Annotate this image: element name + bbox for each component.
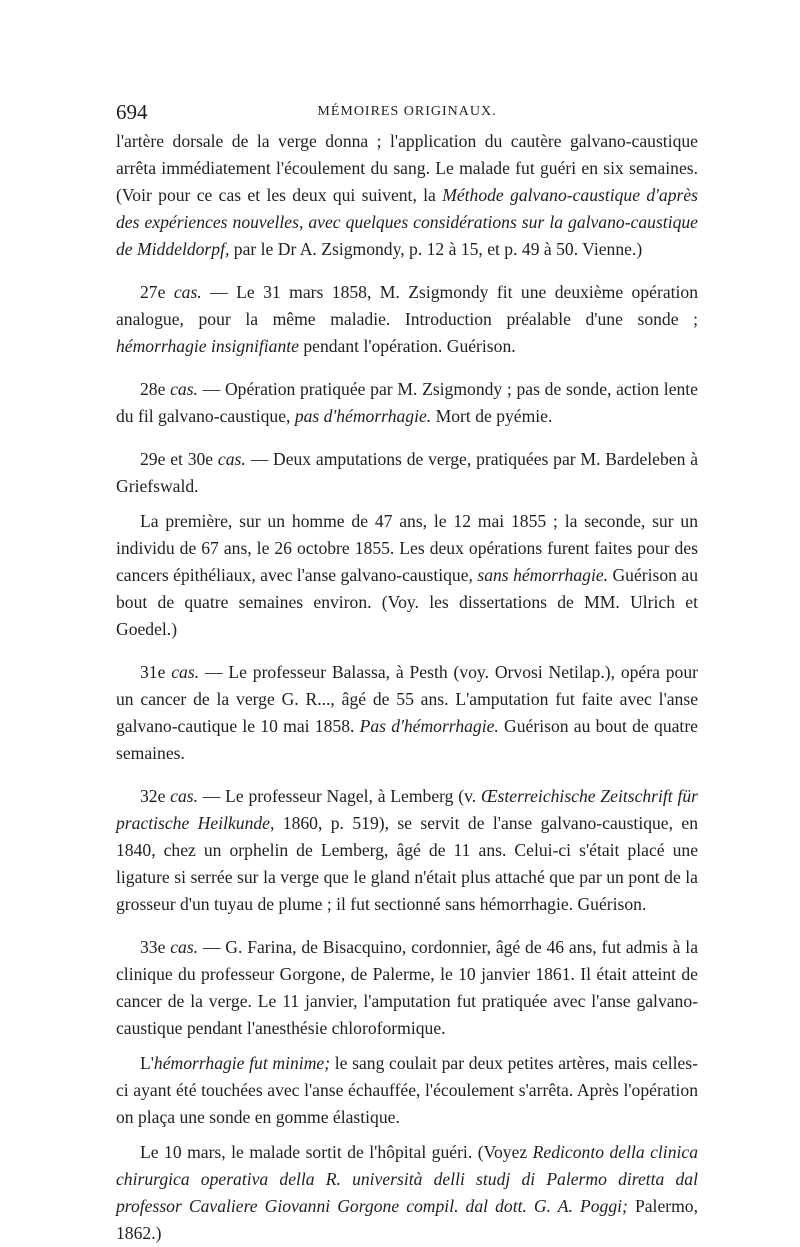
paragraph-case-31: [116, 659, 698, 767]
case-label: cas.: [170, 786, 199, 806]
italic-phrase: hémorrhagie insignifiante: [116, 336, 299, 356]
running-title: MÉMOIRES ORIGINAUX.: [317, 104, 497, 119]
case-label: cas.: [170, 379, 198, 399]
paragraph-case-29-30-details: [116, 508, 698, 643]
case-label: cas.: [173, 282, 202, 302]
text-run: Mort de pyémie.: [431, 406, 553, 426]
italic-reference: Rediconto della clinica chirurgica operativa della R. università delli studj di Palermo diretta dal professor Cavaliere Giovanni Gorgone compil. dal dott. G. A. Poggi;: [116, 1142, 698, 1216]
italic-phrase: Pas d'hémorrhagie.: [359, 716, 499, 736]
text-run: l'artère dorsale de la verge donna ; l'application du cautère galvano-caustique arrêta immédiatement l'écoulement du sang. Le malade fut guéri en six semaines. (Voir pour ce cas et les deux qui suivent, la: [116, 131, 698, 205]
italic-title: Méthode galvano-caustique d'après des expériences nouvelles, avec quelques considérations sur la galvano-caustique de Middeldorpf,: [116, 185, 698, 259]
text-run: pendant l'opération. Guérison.: [298, 336, 516, 356]
italic-title: Œsterreichische Zeitschrift für practische Heilkunde,: [116, 786, 698, 833]
text-run: — Opération pratiquée par M. Zsigmondy ; pas de sonde, action lente du fil galvano-caustique,: [116, 379, 698, 426]
case-label: cas.: [171, 662, 200, 682]
case-number: 33e: [140, 937, 171, 957]
text-run: Guérison au bout de quatre semaines environ. (Voy. les dissertations de MM. Ulrich et Goedel.): [116, 565, 698, 639]
italic-phrase: hémorrhagie fut minime;: [153, 1053, 331, 1073]
italic-phrase: sans hémorrhagie.: [477, 565, 609, 585]
text-run: Guérison au bout de quatre semaines.: [116, 716, 698, 763]
case-number: 27e: [140, 282, 174, 302]
text-run: Palermo, 1862.): [116, 1196, 698, 1243]
paragraph-case-33-outcome: [116, 1139, 698, 1247]
italic-phrase: pas d'hémorrhagie.: [294, 406, 432, 426]
case-number: 31e: [140, 662, 172, 682]
case-number: 28e: [140, 379, 171, 399]
text-run: — Le professeur Balassa, à Pesth (voy. Orvosi Netilap.), opéra pour un cancer de la verge G. R..., âgé de 55 ans. L'amputation fut faite avec l'anse galvano-cautique le 10 mai 1858.: [116, 662, 698, 736]
page-body: [116, 128, 698, 1247]
case-number: 32e: [140, 786, 171, 806]
text-run: par le Dr A. Zsigmondy, p. 12 à 15, et p. 49 à 50. Vienne.): [229, 239, 643, 259]
text-run: — Le 31 mars 1858, M. Zsigmondy fit une deuxième opération analogue, pour la même maladie. Introduction préalable d'une sonde ;: [116, 282, 698, 329]
page-number: 694: [116, 100, 148, 124]
text-run: 1860, p. 519), se servit de l'anse galvano-caustique, en 1840, chez un orphelin de Lemberg, âgé de 11 ans. Celui-ci s'était placé une ligature si serrée sur la verge que le gland n'était plus attaché que par un pont de la grosseur d'un tuyau de plume ; il fut sectionné sans hémorrhagie. Guérison.: [116, 813, 699, 914]
page-header: [116, 100, 698, 130]
paragraph-case-29-30: [116, 446, 698, 500]
text-run: Le 10 mars, le malade sortit de l'hôpital guéri. (Voyez: [140, 1142, 533, 1162]
paragraph-case-26-continuation: [116, 128, 698, 263]
text-run: le sang coulait par deux petites artères, mais celles-ci ayant été touchées avec l'anse échauffée, l'écoulement s'arrêta. Après l'opération on plaça une sonde en gomme élastique.: [116, 1053, 698, 1127]
text-run: — Deux amputations de verge, pratiquées par M. Bardeleben à Griefswald.: [116, 449, 698, 496]
paragraph-case-32: [116, 783, 698, 918]
case-label: cas.: [217, 449, 246, 469]
text-run: La première, sur un homme de 47 ans, le 12 mai 1855 ; la seconde, sur un individu de 67 ans, le 26 octobre 1855. Les deux opérations furent faites pour des cancers épithéliaux, avec l'anse galvano-caustique,: [116, 511, 698, 585]
case-number: 29e et 30e: [140, 449, 218, 469]
text-run: — G. Farina, de Bisacquino, cordonnier, âgé de 46 ans, fut admis à la clinique du professeur Gorgone, de Palerme, le 10 janvier 1861. Il était atteint de cancer de la verge. Le 11 janvier, l'amputation fut pratiquée avec l'anse galvano-caustique pendant l'anesthésie chloroformique.: [116, 937, 698, 1038]
case-label: cas.: [170, 937, 199, 957]
text-run: — Le professeur Nagel, à Lemberg (v.: [198, 786, 481, 806]
paragraph-case-28: [116, 376, 698, 430]
paragraph-case-33-hemorrhage: [116, 1050, 698, 1131]
paragraph-case-27: [116, 279, 698, 360]
paragraph-case-33: [116, 934, 698, 1042]
text-run: L': [140, 1053, 154, 1073]
